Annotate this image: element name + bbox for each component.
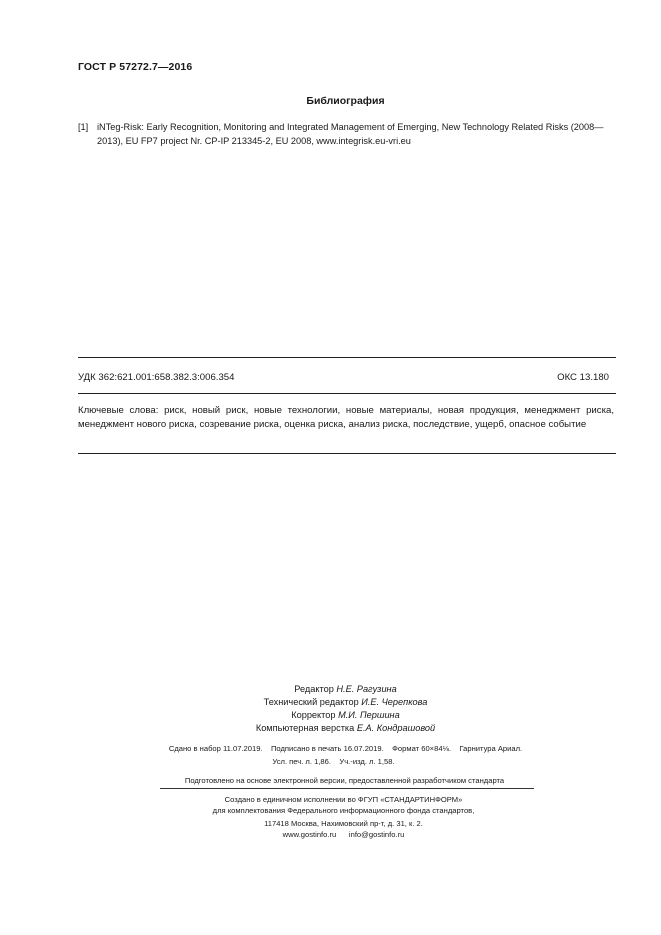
standard-code: ГОСТ Р 57272.7—2016	[78, 61, 193, 73]
divider-bottom	[78, 453, 616, 454]
bibliography-entry	[78, 121, 616, 148]
credits-block	[0, 683, 661, 735]
print-info-line2: Усл. печ. л. 1,86. Уч.-изд. л. 1,58.	[272, 757, 395, 766]
publisher-web: www.gostinfo.ru info@gostinfo.ru	[282, 830, 405, 839]
publisher-address: 117418 Москва, Нахимовский пр-т, д. 31, к. 2.	[264, 819, 423, 828]
bibliography-title: Библиография	[306, 95, 385, 107]
credit-technical-editor: Технический редактор И.Е. Черепкова	[263, 697, 428, 707]
credit-layout: Компьютерная верстка Е.А. Кондрашовой	[255, 723, 436, 733]
print-info-line1: Сдано в набор 11.07.2019. Подписано в печать 16.07.2019. Формат 60×84⅛. Гарнитура Ариал.	[168, 744, 523, 753]
publisher-block	[0, 794, 661, 816]
divider-middle	[78, 393, 616, 394]
publisher-contacts	[0, 818, 661, 840]
keywords: Ключевые слова: риск, новый риск, новые технологии, новые материалы, новая продукция, менеджмент риска, менеджмент нового риска, созревание риска, оценка риска, анализ риска, последствие, ущерб, опасное событие	[78, 405, 614, 430]
credit-editor: Редактор Н.Е. Рагузина	[294, 684, 397, 694]
publisher-divider	[160, 788, 534, 789]
publisher-line2: для комплектования Федерального информационного фонда стандартов,	[212, 806, 475, 815]
publisher-line1: Создано в единичном исполнении во ФГУП «СТАНДАРТИНФОРМ»	[224, 795, 463, 804]
bibliography-entry-text: iNTeg-Risk: Early Recognition, Monitoring and Integrated Management of Emerging, New Technology Related Risks (2008—2013), EU FP7 project Nr. CP-IP 213345-2, EU 2008, www.integrisk.eu-vri.eu	[97, 122, 604, 146]
divider-top	[78, 357, 616, 358]
prepared-note: Подготовлено на основе электронной версии, предоставленной разработчиком стандарта	[184, 776, 505, 785]
oks-code: ОКС 13.180	[557, 372, 609, 383]
bibliography-entry-number: [1]	[78, 122, 89, 132]
credit-corrector: Корректор М.И. Першина	[291, 710, 400, 720]
udk-code: УДК 362:621.001:658.382.3:006.354	[78, 372, 235, 383]
